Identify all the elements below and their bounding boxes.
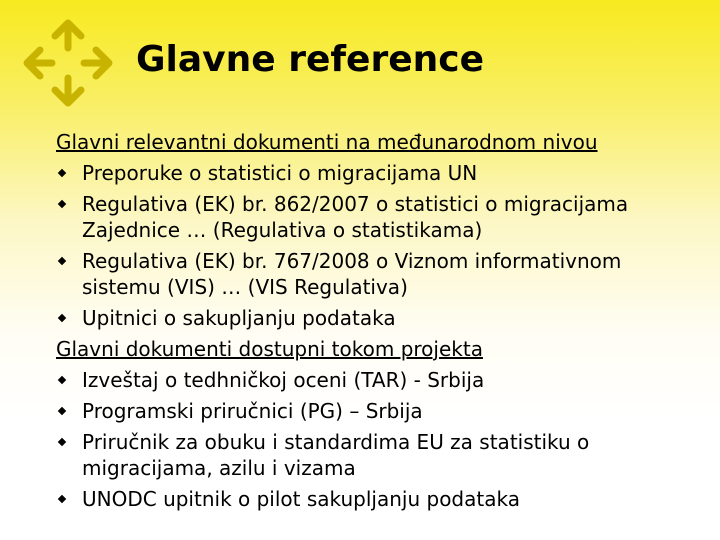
- bullet-icon: [58, 376, 66, 384]
- list-item-text: Programski priručnici (PG) – Srbija: [82, 399, 423, 423]
- list-item: [56, 305, 706, 331]
- section-heading-project: Glavni dokumenti dostupni tokom projekta: [56, 337, 483, 361]
- list-item: [56, 160, 706, 186]
- list-item: [56, 248, 706, 300]
- bullet-icon: [58, 200, 66, 208]
- bullet-list-project: [56, 367, 706, 512]
- bullet-list-international: [56, 160, 706, 331]
- list-item-text: Priručnik za obuku i standardima EU za statistiku o migracijama, azilu i vizama: [82, 430, 590, 480]
- list-item-text: Izveštaj o tedhničkoj oceni (TAR) - Srbija: [82, 368, 485, 392]
- bullet-icon: [58, 314, 66, 322]
- list-item: [56, 191, 706, 243]
- bullet-icon: [58, 438, 66, 446]
- list-item: [56, 398, 706, 424]
- list-item: [56, 429, 706, 481]
- list-item-text: Upitnici o sakupljanju podataka: [82, 306, 396, 330]
- list-item: [56, 367, 706, 393]
- bullet-icon: [58, 169, 66, 177]
- section-heading-international: Glavni relevantni dokumenti na međunarodnom nivou: [56, 130, 598, 154]
- list-item-text: UNODC upitnik o pilot sakupljanju podataka: [82, 487, 520, 511]
- slide-title: Glavne reference: [136, 39, 485, 80]
- list-item: [56, 486, 706, 512]
- four-arrows-icon: [22, 18, 114, 108]
- list-item-text: Regulativa (EK) br. 767/2008 o Viznom informativnom sistemu (VIS) … (VIS Regulativa): [82, 249, 622, 299]
- list-item-text: Regulativa (EK) br. 862/2007 o statistici o migracijama Zajednice … (Regulativa o statistikama): [82, 192, 629, 242]
- bullet-icon: [58, 495, 66, 503]
- list-item-text: Preporuke o statistici o migracijama UN: [82, 161, 478, 185]
- bullet-icon: [58, 257, 66, 265]
- bullet-icon: [58, 407, 66, 415]
- slide-content: [56, 129, 706, 517]
